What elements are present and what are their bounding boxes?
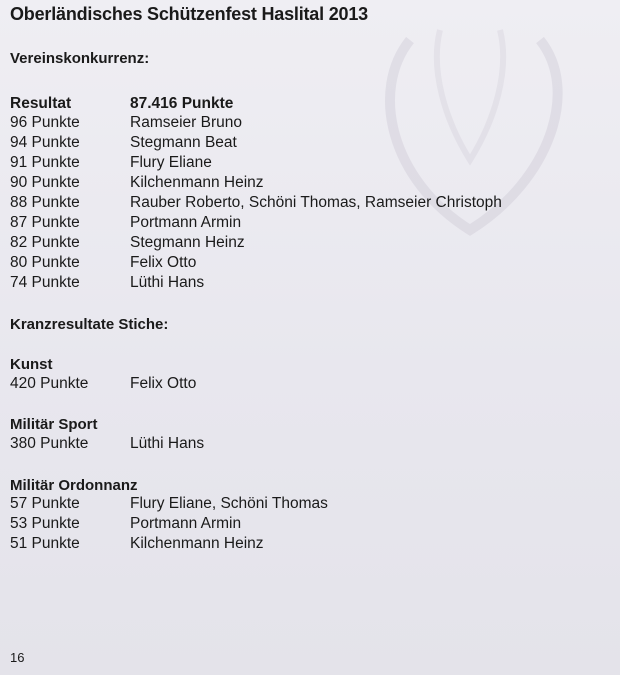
points-cell: 90 Punkte	[10, 174, 80, 191]
points-cell: 88 Punkte	[10, 194, 80, 211]
points-cell: 380 Punkte	[10, 435, 89, 452]
table-row	[10, 193, 502, 213]
kunst-label: Kunst	[10, 356, 53, 373]
result-summary-row	[10, 94, 233, 114]
table-row	[10, 273, 204, 293]
names-cell: Flury Eliane, Schöni Thomas	[130, 495, 328, 512]
points-cell: 420 Punkte	[10, 375, 89, 392]
militaer-ordonnanz-label: Militär Ordonnanz	[10, 477, 138, 494]
names-cell: Flury Eliane	[130, 154, 212, 171]
points-cell: 94 Punkte	[10, 134, 80, 151]
points-cell: 96 Punkte	[10, 114, 80, 131]
points-cell: 57 Punkte	[10, 495, 80, 512]
names-cell: Lüthi Hans	[130, 274, 205, 291]
names-cell: Lüthi Hans	[130, 435, 205, 452]
militaer-sport-label: Militär Sport	[10, 416, 98, 433]
table-row	[10, 153, 212, 173]
names-cell: Stegmann Heinz	[130, 234, 245, 251]
result-label: Resultat	[10, 95, 72, 112]
table-row	[10, 534, 264, 554]
names-cell: Stegmann Beat	[130, 134, 237, 151]
points-cell: 51 Punkte	[10, 535, 80, 552]
points-cell: 91 Punkte	[10, 154, 80, 171]
points-cell: 53 Punkte	[10, 515, 80, 532]
vereinskonkurrenz-heading: Vereinskonkurrenz:	[10, 50, 150, 67]
kranzresultate-heading: Kranzresultate Stiche:	[10, 316, 169, 333]
table-row	[10, 494, 328, 514]
page-title: Oberländisches Schützenfest Haslital 2013	[10, 4, 368, 24]
table-row	[10, 113, 242, 133]
watermark-emblem-icon	[350, 10, 600, 270]
table-row	[10, 374, 196, 394]
table-row	[10, 213, 241, 233]
points-cell: 80 Punkte	[10, 254, 80, 271]
table-row	[10, 233, 245, 253]
names-cell: Ramseier Bruno	[130, 114, 242, 131]
names-cell: Portmann Armin	[130, 214, 242, 231]
points-cell: 87 Punkte	[10, 214, 80, 231]
table-row	[10, 253, 196, 273]
names-cell: Portmann Armin	[130, 515, 242, 532]
names-cell: Rauber Roberto, Schöni Thomas, Ramseier Christoph	[130, 194, 502, 211]
names-cell: Kilchenmann Heinz	[130, 535, 264, 552]
table-row	[10, 434, 204, 454]
points-cell: 74 Punkte	[10, 274, 80, 291]
names-cell: Felix Otto	[130, 375, 197, 392]
table-row	[10, 173, 264, 193]
points-cell: 82 Punkte	[10, 234, 80, 251]
names-cell: Kilchenmann Heinz	[130, 174, 264, 191]
page-number: 16	[10, 650, 25, 665]
names-cell: Felix Otto	[130, 254, 197, 271]
table-row	[10, 133, 237, 153]
table-row	[10, 514, 241, 534]
result-value: 87.416 Punkte	[130, 95, 234, 112]
